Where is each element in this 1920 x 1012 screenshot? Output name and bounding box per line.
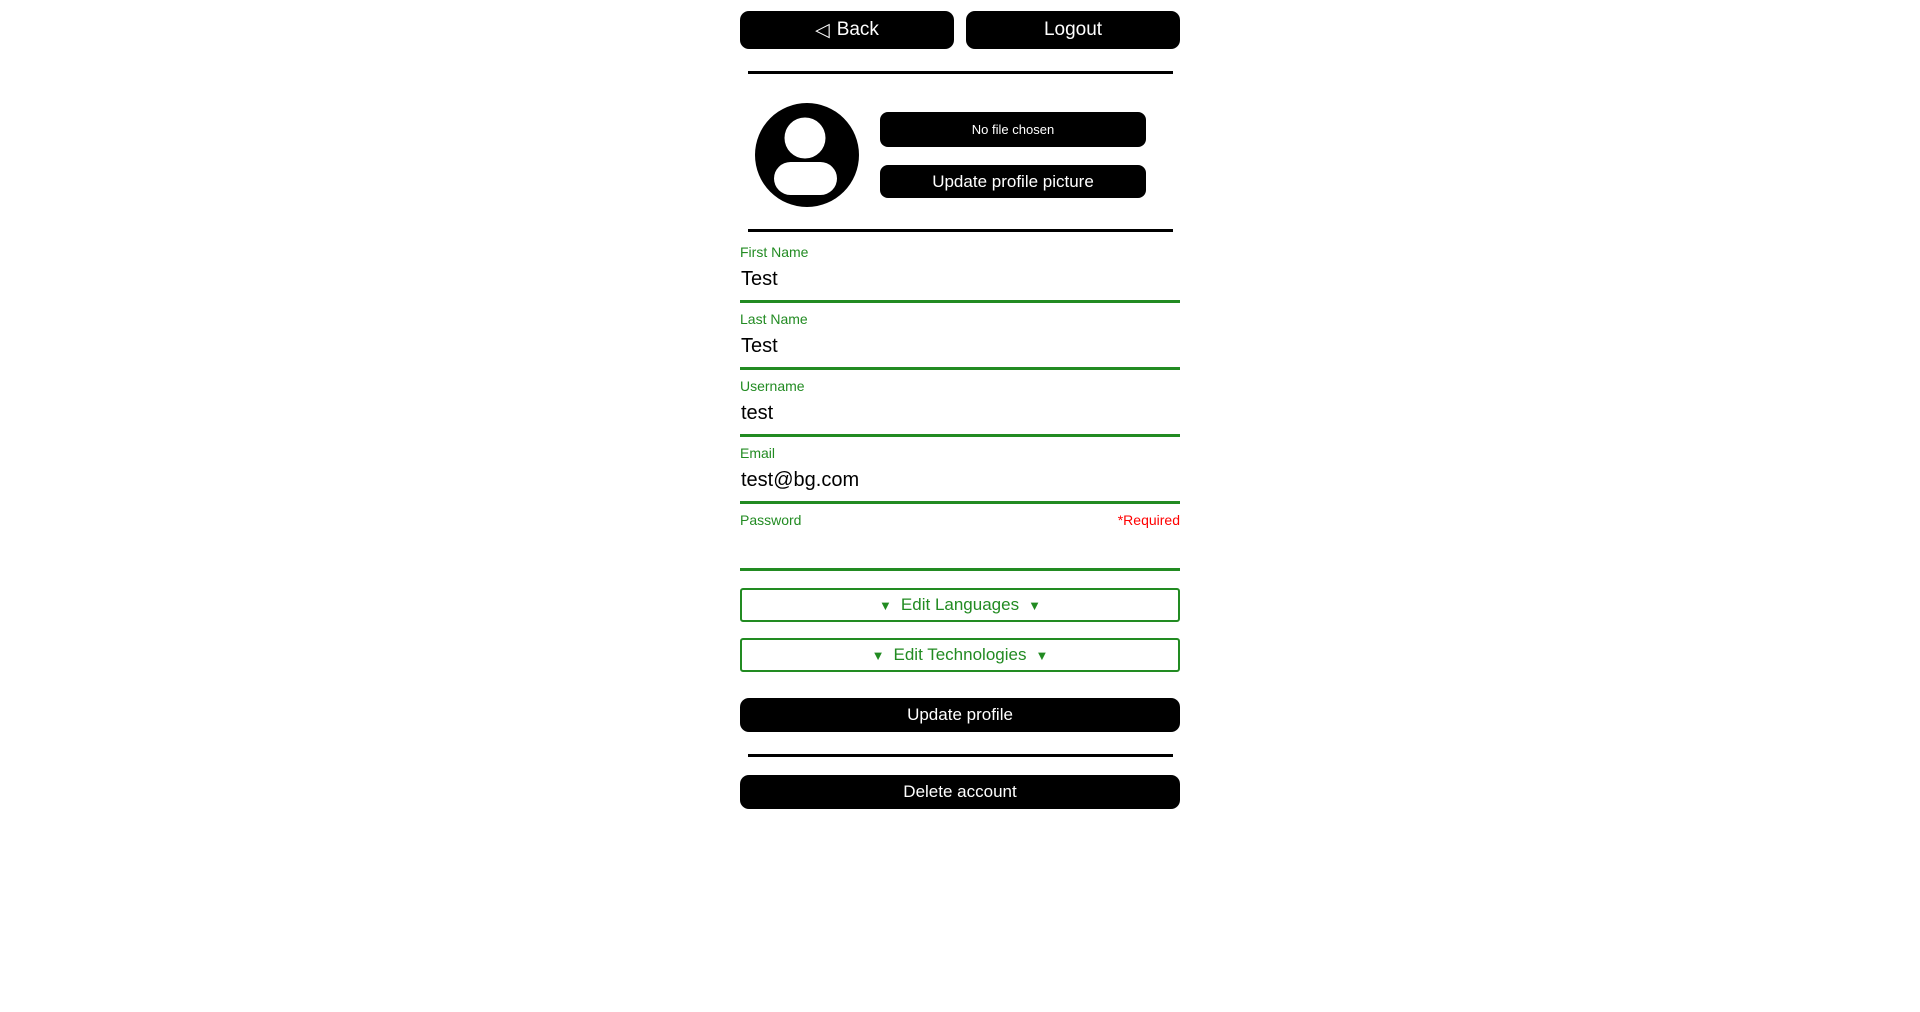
logout-button[interactable] (966, 11, 1180, 49)
divider (748, 229, 1173, 232)
chevron-down-icon: ▼ (1028, 597, 1041, 613)
topbar (740, 11, 1180, 49)
email-input[interactable] (740, 465, 1180, 504)
picture-buttons (880, 112, 1146, 198)
chevron-down-icon: ▼ (871, 647, 885, 663)
delete-account-button[interactable] (740, 775, 1180, 809)
logout-button-label: Logout (1043, 19, 1103, 40)
chevron-down-icon: ▼ (1035, 647, 1049, 663)
username-field-group (740, 378, 1180, 437)
email-label: Email (740, 445, 776, 461)
edit-languages-label: Edit Languages (900, 595, 1020, 614)
username-label: Username (740, 378, 805, 394)
first-name-field-group (740, 244, 1180, 303)
delete-account-label: Delete account (903, 782, 1017, 801)
chevron-down-icon: ▼ (879, 597, 892, 613)
password-label: Password (740, 512, 802, 528)
edit-languages-button[interactable] (740, 588, 1180, 622)
first-name-label: First Name (740, 244, 809, 260)
divider (748, 754, 1173, 757)
divider (748, 71, 1173, 74)
edit-technologies-label: Edit Technologies (893, 645, 1027, 664)
back-button[interactable] (740, 11, 954, 49)
first-name-input[interactable] (740, 264, 1180, 303)
field-label-row (740, 512, 1180, 528)
password-input[interactable] (740, 532, 1180, 571)
back-arrow-icon: ◁ (815, 19, 830, 41)
back-button-label: Back (836, 19, 879, 40)
username-input[interactable] (740, 398, 1180, 437)
password-field-group (740, 512, 1180, 571)
profile-form (740, 244, 1180, 732)
last-name-label: Last Name (740, 311, 808, 327)
field-label-row (740, 311, 1180, 327)
last-name-input[interactable] (740, 331, 1180, 370)
field-label-row (740, 244, 1180, 260)
update-profile-button[interactable] (740, 698, 1180, 732)
field-label-row (740, 445, 1180, 461)
update-picture-label: Update profile picture (932, 171, 1094, 191)
person-circle-icon (755, 103, 859, 207)
update-picture-button[interactable] (880, 165, 1146, 198)
email-field-group (740, 445, 1180, 504)
profile-picture-section (740, 103, 1180, 207)
file-chooser-label: No file chosen (971, 122, 1055, 137)
update-profile-label: Update profile (907, 705, 1013, 724)
last-name-field-group (740, 311, 1180, 370)
field-label-row (740, 378, 1180, 394)
required-note: *Required (1117, 512, 1180, 528)
content-column (740, 0, 1180, 809)
file-chooser-button[interactable] (880, 112, 1146, 147)
edit-technologies-button[interactable] (740, 638, 1180, 672)
